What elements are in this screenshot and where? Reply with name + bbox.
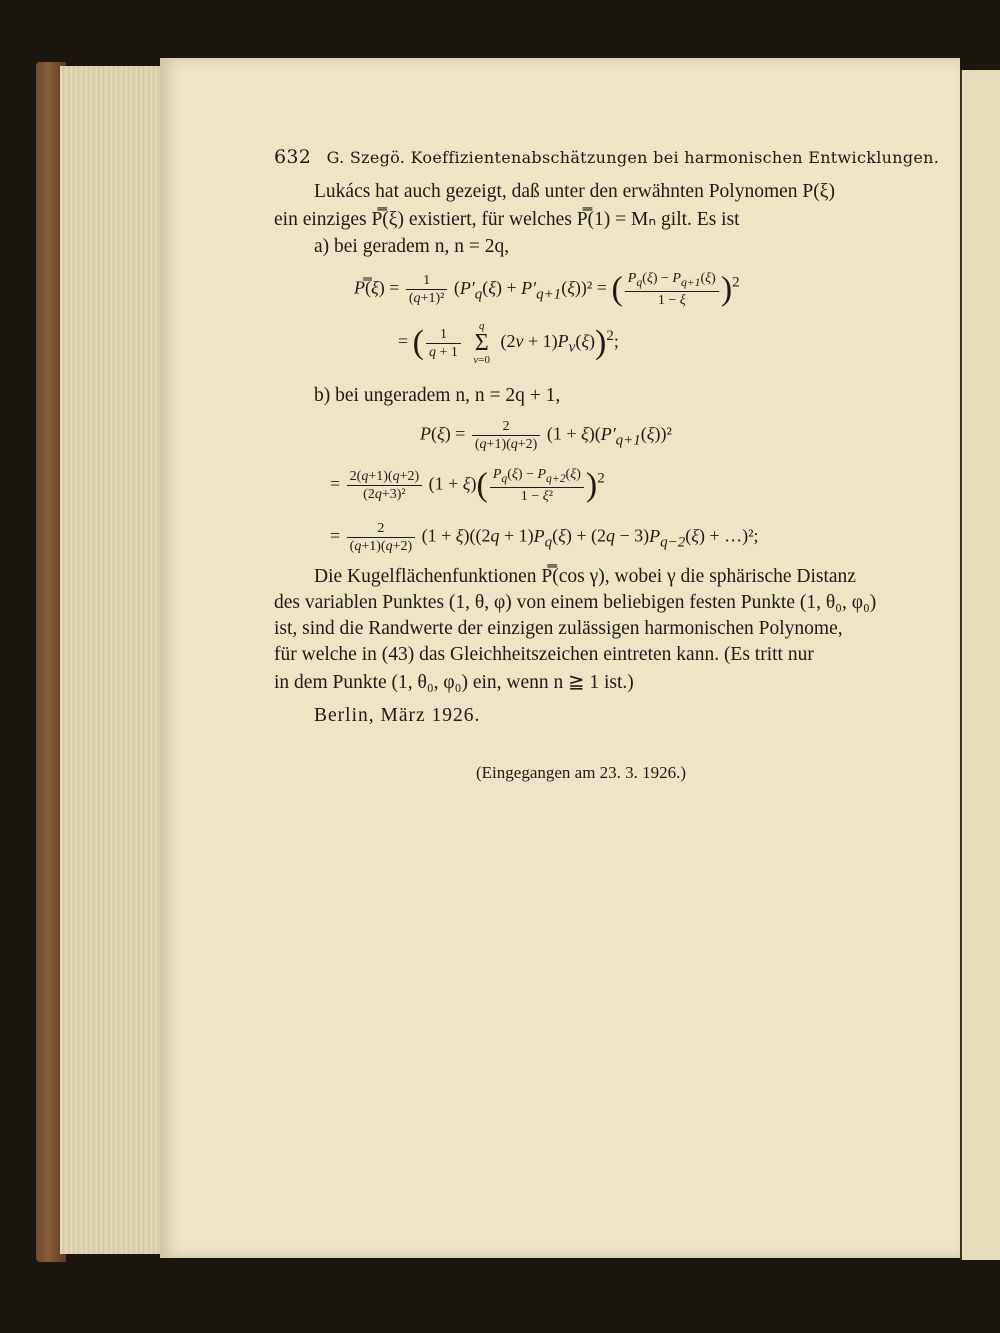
- formula-b-line-2: = $\frac{2(q+1)(q+2)}{\text{(2q+3)²}}$ (1 + ξ)( $\frac{P_q(\xi) - P_{q+2}(\xi)}{\text{1 − ξ²}}$ )$^2$: [330, 466, 605, 504]
- page-number: 632: [274, 146, 312, 168]
- closing-line-1: Die Kugelflächenfunktionen P̿(cos γ), wobei γ die sphärische Distanz: [314, 566, 856, 587]
- formula-a-line-2: = ( $\frac{1}{q + 1}$ q Σ ν=0 $(2\nu + 1)P_\nu(\xi))^2$;: [398, 320, 619, 366]
- closing-line-3: ist, sind die Randwerte der einzigen zulässigen harmonischen Polynome,: [274, 618, 843, 639]
- page-stack: [60, 66, 165, 1254]
- formula-b-line-1: P(ξ) = $\frac{2}{(q+1)(q+2)}$ $(1 + \xi)(P'_{q+1}(\xi))^2$: [420, 419, 672, 452]
- facing-page-edge: [960, 70, 1000, 1260]
- formula-b-line-3: = $\frac{2}{(q+1)(q+2)}$ $(1 + \xi)((2q + 1)P_q(\xi) + (2q - 3)P_{q-2}(\xi)$ + …)²;: [330, 521, 759, 554]
- closing-line-2: des variablen Punktes (1, θ, φ) von einem beliebigen festen Punkte (1, θ₀, φ₀): [274, 592, 877, 613]
- running-title: G. Szegö. Koeffizientenabschätzungen bei harmonischen Entwicklungen.: [326, 148, 940, 167]
- case-b-label: b) bei ungeradem n, n = 2q + 1,: [314, 385, 561, 406]
- closing-line-4: für welche in (43) das Gleichheitszeichen eintreten kann. (Es tritt nur: [274, 644, 814, 665]
- received-note: (Eingegangen am 23. 3. 1926.): [476, 763, 687, 782]
- running-header: [274, 146, 940, 168]
- closing-line-5: in dem Punkte (1, θ₀, φ₀) ein, wenn n ≧ 1 ist.): [274, 672, 634, 693]
- case-a-label: a) bei geradem n, n = 2q,: [314, 236, 510, 257]
- intro-line-2: ein einziges P̿(ξ) existiert, für welches P̿(1) = Mₙ gilt. Es ist: [274, 209, 740, 230]
- place-date-signature: Berlin, März 1926.: [314, 705, 481, 726]
- intro-line-1: Lukács hat auch gezeigt, daß unter den erwähnten Polynomen P(ξ): [314, 181, 835, 202]
- formula-a-line-1: P̿(ξ) = $\frac{1}{\text{(q+1)²}}$ $(P'_q(\xi) + P'_{q+1}(\xi))^2$ = ( $\frac{P_q(\xi) - P_{q+1}(\xi)}{1 - \xi}$ )$^2$: [354, 270, 740, 308]
